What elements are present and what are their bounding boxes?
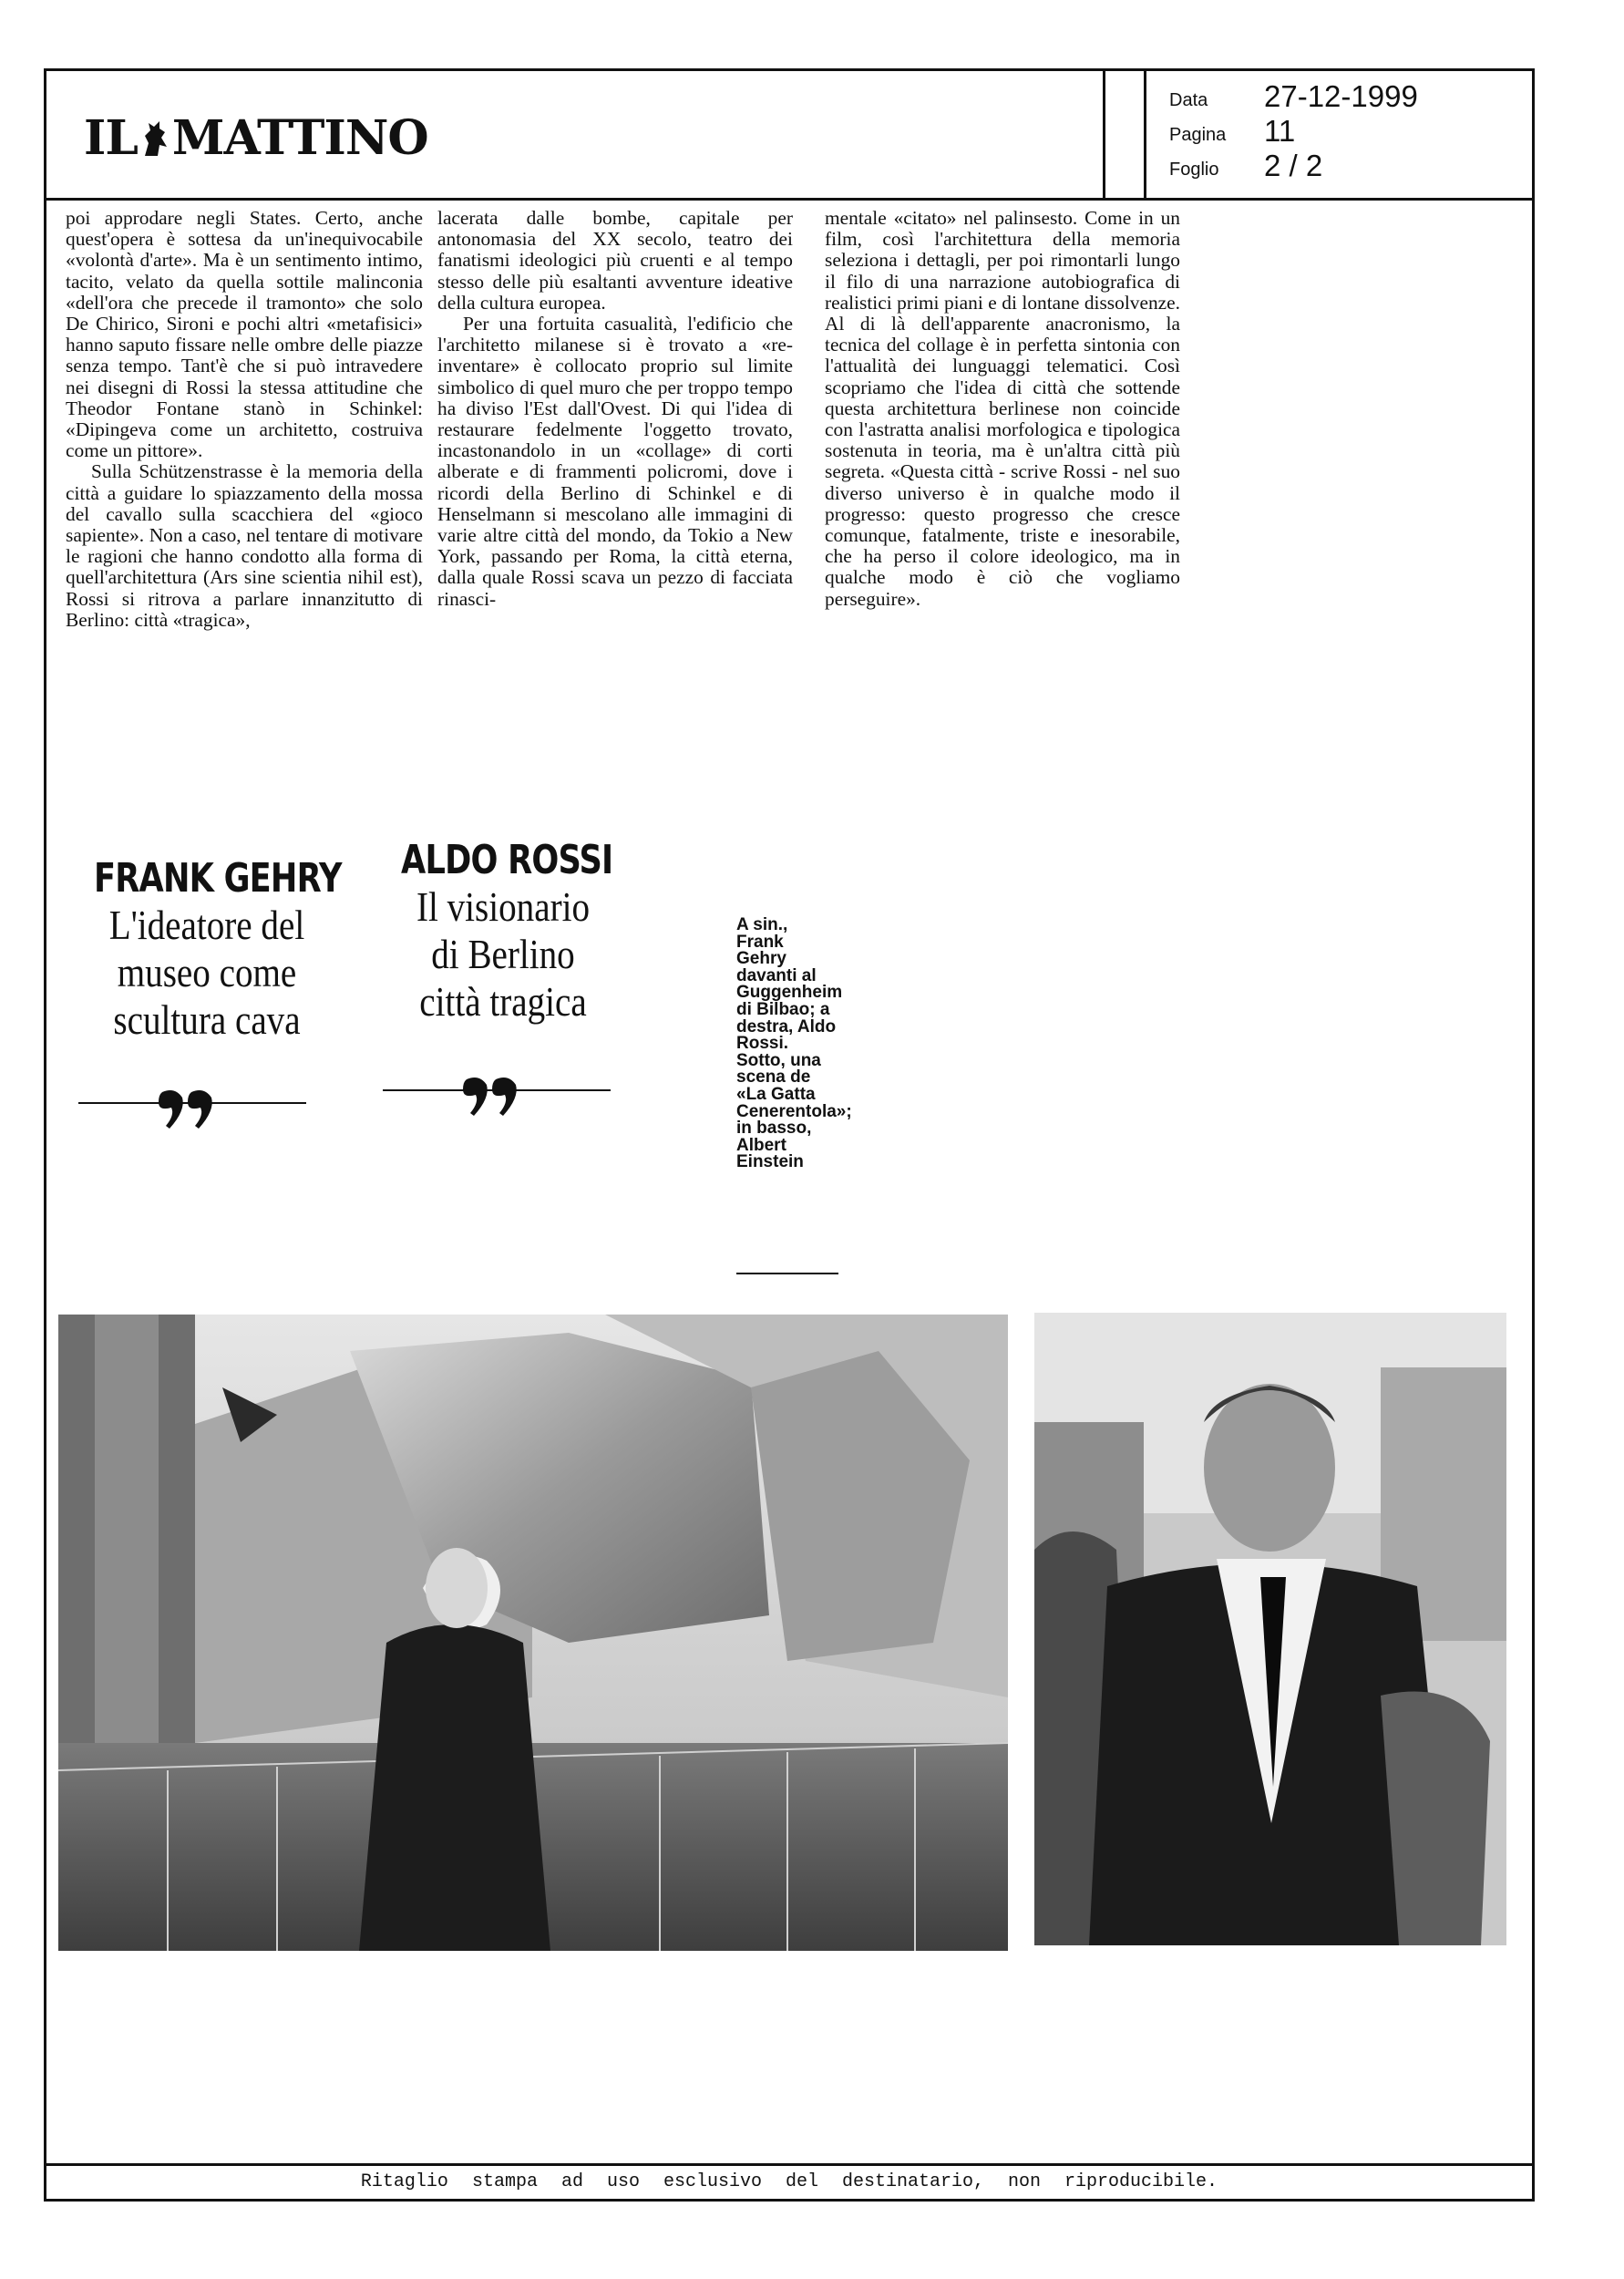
headline-line: Il visionario (416, 883, 591, 930)
caption-rule (736, 1273, 838, 1274)
paragraph: mentale «citato» nel palinsesto. Come in un film, così l'architettura della memoria seleziona i dettagli, per poi rimontarli lungo il filo di una narrazione autobiografica di realistici primi piani e di lontane dissolvenze. Al di là dell'apparente anacronismo, la tecnica del collage è in perfetta sintonia con l'attualità dei lunguaggi telematici. Così scopriamo che l'idea di città che sottende questa architettura berlinese non coincide con l'astratta analisi morfologica e tipologica sostenuta in teoria, ma è un'altra città più segreta. «Questa città - scrive Rossi - nel suo diverso universo è in qualche modo il progresso: questo progresso che cresce comunque, fatalmente, triste e inesorabile, che ha perso il colore ideologico, ma in qualche modo è ciò che vogliamo perseguire». (825, 207, 1180, 610)
headline-line: scultura cava (113, 996, 301, 1043)
meta-divider (1103, 68, 1146, 198)
clipping-meta (1169, 79, 1516, 183)
meta-page: 11 (1264, 114, 1296, 148)
headline-line: L'ideatore del (108, 902, 305, 948)
article-column-3 (825, 208, 1180, 610)
article-column-2 (437, 208, 793, 610)
clipping-footer: Ritaglio stampa ad uso esclusivo del destinatario, non riproducibile. (44, 2163, 1535, 2202)
newspaper-logo: IL MATTINO (84, 110, 428, 166)
photo-aldo-rossi (1034, 1313, 1506, 1945)
quote-mark-icon (78, 1087, 306, 1141)
paragraph: Per una fortuita casualità, l'edificio che l'architetto milanese si è trovato a «re-inventare» è collocato proprio sul limite simbolico di quel muro che per troppo tempo ha diviso l'Est dall'Ovest. Di qui l'idea di restaurare fedelmente l'oggetto trovato, incastonandolo in un «collage» di corti alberate e di frammenti policromi, dove i ricordi della Berlino di Schinkel e di Henselmann si mescolano alle immagini di varie altre città del mondo, da Tokio a New York, passando per Roma, la città eterna, dalla quale Rossi scava un pezzo di facciata rinasci- (437, 313, 793, 610)
meta-page-row (1169, 114, 1516, 149)
paragraph: Sulla Schützenstrasse è la memoria della città a guidare lo spiazzamento della mossa del cavallo sulla scacchiera del «gioco sapiente». Non a caso, nel tentare di motivare le ragioni che hanno condotto alla forma di quell'architettura (Ars sine scientia nihil est), Rossi si ritrova a parlare innanzitutto di Berlino: città «tragica», (66, 460, 423, 631)
clipping-header (44, 68, 1535, 201)
article-column-1 (66, 208, 423, 631)
meta-sheet: 2 / 2 (1264, 149, 1323, 182)
headline-rossi (375, 837, 631, 1026)
paragraph: lacerata dalle bombe, capitale per antonomasia del XX secolo, teatro dei fanatismi ideologici più cruenti e al tempo stesso delle più esaltanti avventure ideative della cultura europea. (437, 207, 793, 314)
rooster-icon (139, 119, 170, 160)
meta-date-row (1169, 79, 1516, 114)
headline-line: di Berlino (431, 931, 575, 977)
headline-line: museo come (117, 949, 297, 995)
photo-gehry-guggenheim (58, 1315, 1008, 1951)
photo-caption: A sin., Frank Gehry davanti al Guggenheim di Bilbao; a destra, Aldo Rossi. Sotto, una scena de «La Gatta Cenerentola»; in basso, Albert Einstein (736, 915, 852, 1172)
headline-name: FRANK GEHRY (94, 855, 342, 902)
headline-gehry (66, 855, 348, 1044)
meta-date: 27-12-1999 (1264, 79, 1418, 113)
meta-label: Foglio (1169, 160, 1219, 180)
paragraph: poi approdare negli States. Certo, anche quest'opera è sottesa da un'inequivocabile «volontà d'arte». Ma è un sentimento intimo, tacito, velato da quella sottile malinconia «dell'ora che precede il tramonto» che solo De Chirico, Sironi e pochi altri «metafisici» hanno saputo fissare nelle ombre delle piazze senza tempo. Tant'è che si può intravedere nei disegni di Rossi la stessa attitudine che Theodor Fontane stanò in Schinkel: «Dipingeva come un architetto, costruiva come un pittore». (66, 207, 423, 462)
meta-label: Pagina (1169, 125, 1227, 145)
meta-label: Data (1169, 90, 1208, 110)
logo-text: IL (84, 110, 138, 166)
quote-mark-icon (383, 1074, 611, 1129)
meta-sheet-row (1169, 149, 1516, 183)
headline-line: città tragica (419, 978, 587, 1025)
headline-name: ALDO ROSSI (401, 837, 613, 883)
